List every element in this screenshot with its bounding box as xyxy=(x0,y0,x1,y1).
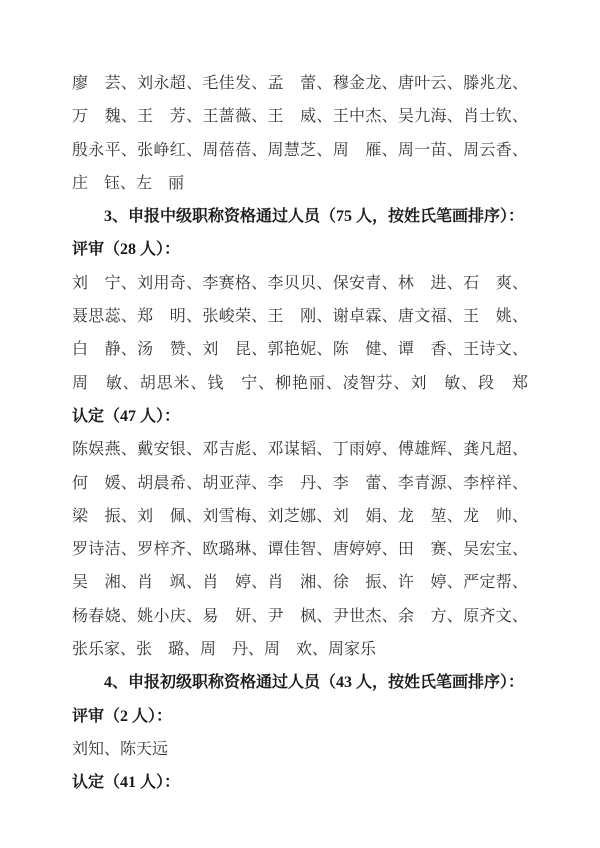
name-list-line: 万 魏、王 芳、王蔷薇、王 威、王中杰、吴九海、肖士钦、 xyxy=(72,108,528,126)
section-heading: 4、申报初级职称资格通过人员（43 人，按姓氏笔画排序）： xyxy=(104,674,525,692)
name-list-line: 杨春娆、姚小庆、易 妍、尹 枫、尹世杰、余 方、原齐文、 xyxy=(72,607,528,625)
name-list-line: 聂思蕊、郑 明、张峻荣、王 刚、谢卓霖、唐文福、王 姚、 xyxy=(72,308,528,326)
count-label: 评审（2 人）： xyxy=(72,707,173,725)
name-list-line: 梁 振、刘 佩、刘雪梅、刘芝娜、刘 娟、龙 堃、龙 帅、 xyxy=(72,507,528,525)
name-list-line: 何 媛、胡晨希、胡亚萍、李 丹、李 蕾、李青源、李梓祥、 xyxy=(72,474,528,492)
count-label: 认定（41 人）： xyxy=(72,774,181,792)
name-list-line: 庄 钰、左 丽 xyxy=(72,174,185,192)
name-list-line: 周 敏、胡思米、钱 宁、柳艳丽、凌智芬、刘 敏、段 郑 xyxy=(72,374,528,392)
name-list-line: 吴 湘、肖 飒、肖 婷、肖 湘、徐 振、许 婷、严定帮、 xyxy=(72,574,528,592)
section-heading: 3、申报中级职称资格通过人员（75 人，按姓氏笔画排序）： xyxy=(104,208,525,226)
name-list-line: 刘知、陈天远 xyxy=(72,740,169,758)
name-list-line: 陈娱燕、戴安银、邓吉彪、邓谋韬、丁雨婷、傅雄辉、龚凡超、 xyxy=(72,441,528,459)
name-list-line: 罗诗洁、罗梓齐、欧璐琳、谭佳智、唐婷婷、田 赛、吴宏宝、 xyxy=(72,541,528,559)
name-list-line: 殷永平、张峥红、周蓓蓓、周慧芝、周 雁、周一苗、周云香、 xyxy=(72,141,528,159)
name-list-line: 刘 宁、刘用奇、李赛格、李贝贝、保安青、林 进、石 爽、 xyxy=(72,274,528,292)
count-label: 认定（47 人）： xyxy=(72,407,181,425)
name-list-line: 廖 芸、刘永超、毛佳发、孟 蕾、穆金龙、唐叶云、滕兆龙、 xyxy=(72,75,528,92)
count-label: 评审（28 人）： xyxy=(72,241,181,259)
name-list-line: 白 静、汤 赞、刘 昆、郭艳妮、陈 健、谭 香、王诗文、 xyxy=(72,341,528,359)
name-list-line: 张乐家、张 璐、周 丹、周 欢、周家乐 xyxy=(72,641,377,659)
